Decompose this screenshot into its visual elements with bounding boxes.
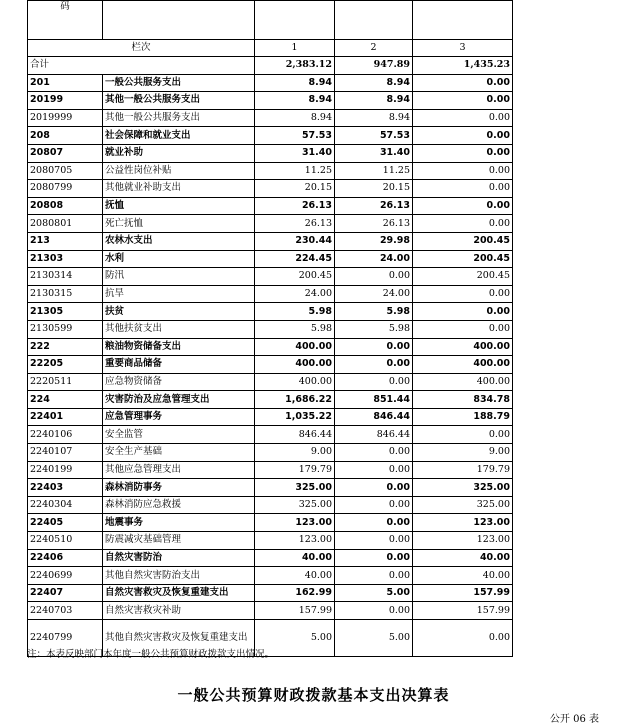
row-name: 死亡抚恤 [103, 215, 255, 233]
row-col3: 188.79 [413, 408, 513, 426]
table-row [28, 567, 513, 585]
table-row [28, 180, 513, 198]
table-row [28, 426, 513, 444]
row-col3: 0.00 [413, 109, 513, 127]
row-name: 其他扶贫支出 [103, 320, 255, 338]
row-code: 208 [28, 127, 103, 145]
table-row [28, 320, 513, 338]
row-col3: 0.00 [413, 303, 513, 321]
row-col2: 5.98 [335, 303, 413, 321]
row-col3: 834.78 [413, 391, 513, 409]
table-row [28, 303, 513, 321]
row-code: 2220511 [28, 373, 103, 391]
row-col1: 400.00 [255, 338, 335, 356]
table-row [28, 532, 513, 550]
row-col2: 846.44 [335, 426, 413, 444]
row-name: 应急物资储备 [103, 373, 255, 391]
row-code: 22403 [28, 479, 103, 497]
total-row [28, 57, 513, 75]
row-col3: 0.00 [413, 144, 513, 162]
table-row [28, 461, 513, 479]
row-name: 扶贫 [103, 303, 255, 321]
row-col2: 8.94 [335, 92, 413, 110]
row-col3: 0.00 [413, 127, 513, 145]
row-col1: 8.94 [255, 109, 335, 127]
row-col1: 11.25 [255, 162, 335, 180]
row-code: 2130315 [28, 285, 103, 303]
row-col1: 57.53 [255, 127, 335, 145]
row-name: 其他自然灾害防治支出 [103, 567, 255, 585]
row-col1: 846.44 [255, 426, 335, 444]
row-name: 农林水支出 [103, 232, 255, 250]
row-col3: 200.45 [413, 232, 513, 250]
row-code: 2080705 [28, 162, 103, 180]
table-row [28, 408, 513, 426]
row-name: 水利 [103, 250, 255, 268]
row-name: 自然灾害救灾补助 [103, 602, 255, 620]
page-label: 公开 06 表 [549, 714, 599, 725]
row-code: 2130314 [28, 268, 103, 286]
row-name: 其他自然灾害救灾及恢复重建支出 [103, 620, 255, 657]
row-col3: 0.00 [413, 320, 513, 338]
next-table-title: 一般公共预算财政拨款基本支出决算表 [177, 686, 450, 704]
header-col3: 3 [413, 40, 513, 57]
row-col2: 851.44 [335, 391, 413, 409]
row-col2: 8.94 [335, 74, 413, 92]
table-row [28, 74, 513, 92]
row-code: 2240199 [28, 461, 103, 479]
row-col1: 40.00 [255, 549, 335, 567]
row-code: 2240106 [28, 426, 103, 444]
row-col2: 0.00 [335, 602, 413, 620]
row-col3: 0.00 [413, 162, 513, 180]
row-name: 重要商品储备 [103, 356, 255, 374]
row-col1: 9.00 [255, 444, 335, 462]
row-code: 2240703 [28, 602, 103, 620]
total-col2: 947.89 [335, 57, 413, 75]
row-col3: 40.00 [413, 567, 513, 585]
row-col3: 0.00 [413, 426, 513, 444]
row-code: 22405 [28, 514, 103, 532]
row-code: 2080799 [28, 180, 103, 198]
row-col2: 20.15 [335, 180, 413, 198]
row-col1: 31.40 [255, 144, 335, 162]
row-name: 防汛 [103, 268, 255, 286]
total-col3: 1,435.23 [413, 57, 513, 75]
row-name: 自然灾害救灾及恢复重建支出 [103, 584, 255, 602]
row-col2: 0.00 [335, 461, 413, 479]
row-name: 森林消防应急救援 [103, 496, 255, 514]
row-col3: 0.00 [413, 215, 513, 233]
row-col2: 26.13 [335, 215, 413, 233]
row-name: 灾害防治及应急管理支出 [103, 391, 255, 409]
header-col2: 2 [335, 40, 413, 57]
table-row [28, 338, 513, 356]
row-col1: 8.94 [255, 74, 335, 92]
row-code: 21305 [28, 303, 103, 321]
row-code: 22407 [28, 584, 103, 602]
row-name: 抚恤 [103, 197, 255, 215]
row-name: 一般公共服务支出 [103, 74, 255, 92]
row-col3: 123.00 [413, 532, 513, 550]
row-code: 20199 [28, 92, 103, 110]
row-col2: 5.00 [335, 620, 413, 657]
row-col1: 179.79 [255, 461, 335, 479]
row-col3: 200.45 [413, 268, 513, 286]
row-col1: 157.99 [255, 602, 335, 620]
row-col1: 230.44 [255, 232, 335, 250]
table-row [28, 479, 513, 497]
row-col1: 5.98 [255, 320, 335, 338]
row-name: 自然灾害防治 [103, 549, 255, 567]
total-col1: 2,383.12 [255, 57, 335, 75]
row-col2: 24.00 [335, 250, 413, 268]
row-code: 2080801 [28, 215, 103, 233]
row-name: 其他一般公共服务支出 [103, 92, 255, 110]
row-col1: 8.94 [255, 92, 335, 110]
row-col2: 0.00 [335, 444, 413, 462]
table-row [28, 268, 513, 286]
table-row [28, 373, 513, 391]
table-note: 注：本表反映部门本年度一般公共预算财政拨款支出情况。 [27, 649, 275, 660]
row-code: 20808 [28, 197, 103, 215]
row-col1: 200.45 [255, 268, 335, 286]
row-col3: 9.00 [413, 444, 513, 462]
row-col2: 0.00 [335, 532, 413, 550]
row-name: 抗旱 [103, 285, 255, 303]
row-code: 2019999 [28, 109, 103, 127]
row-col2: 24.00 [335, 285, 413, 303]
table-row [28, 92, 513, 110]
row-col3: 400.00 [413, 373, 513, 391]
row-name: 其他一般公共服务支出 [103, 109, 255, 127]
table-row [28, 444, 513, 462]
row-col3: 400.00 [413, 356, 513, 374]
row-name: 公益性岗位补贴 [103, 162, 255, 180]
total-label: 合计 [28, 57, 255, 75]
table-row [28, 514, 513, 532]
header-row-code [28, 1, 513, 40]
table-row [28, 215, 513, 233]
row-name: 防震减灾基础管理 [103, 532, 255, 550]
header-code-fragment: 码 [28, 1, 103, 40]
row-code: 201 [28, 74, 103, 92]
row-code: 222 [28, 338, 103, 356]
row-col3: 40.00 [413, 549, 513, 567]
row-col1: 224.45 [255, 250, 335, 268]
row-col3: 325.00 [413, 479, 513, 497]
header-row-column-index [28, 40, 513, 57]
row-code: 22401 [28, 408, 103, 426]
row-code: 22406 [28, 549, 103, 567]
row-col3: 0.00 [413, 92, 513, 110]
table-row [28, 127, 513, 145]
row-name: 安全监管 [103, 426, 255, 444]
row-col2: 0.00 [335, 514, 413, 532]
row-col2: 846.44 [335, 408, 413, 426]
row-col3: 400.00 [413, 338, 513, 356]
row-col1: 26.13 [255, 197, 335, 215]
row-name: 粮油物资储备支出 [103, 338, 255, 356]
row-code: 22205 [28, 356, 103, 374]
row-code: 2240699 [28, 567, 103, 585]
table-row [28, 162, 513, 180]
row-col1: 1,686.22 [255, 391, 335, 409]
table-row [28, 285, 513, 303]
row-col1: 40.00 [255, 567, 335, 585]
row-name: 森林消防事务 [103, 479, 255, 497]
table-row [28, 197, 513, 215]
row-col1: 123.00 [255, 532, 335, 550]
row-col1: 20.15 [255, 180, 335, 198]
table-row [28, 109, 513, 127]
row-col3: 200.45 [413, 250, 513, 268]
row-col3: 157.99 [413, 584, 513, 602]
table-row [28, 584, 513, 602]
expenditure-table [27, 0, 513, 657]
row-col3: 325.00 [413, 496, 513, 514]
row-col3: 0.00 [413, 74, 513, 92]
row-col2: 0.00 [335, 496, 413, 514]
row-col2: 5.00 [335, 584, 413, 602]
row-col2: 0.00 [335, 338, 413, 356]
row-col2: 11.25 [335, 162, 413, 180]
table-row [28, 250, 513, 268]
row-col3: 0.00 [413, 180, 513, 198]
table-row [28, 391, 513, 409]
row-code: 2240107 [28, 444, 103, 462]
row-name: 其他就业补助支出 [103, 180, 255, 198]
row-col2: 0.00 [335, 567, 413, 585]
header-column-label: 栏次 [28, 40, 255, 57]
row-col2: 0.00 [335, 356, 413, 374]
row-code: 224 [28, 391, 103, 409]
row-code: 21303 [28, 250, 103, 268]
row-code: 2240304 [28, 496, 103, 514]
row-code: 213 [28, 232, 103, 250]
table-row [28, 356, 513, 374]
row-col2: 0.00 [335, 268, 413, 286]
row-col3: 0.00 [413, 285, 513, 303]
row-name: 就业补助 [103, 144, 255, 162]
row-col2: 0.00 [335, 549, 413, 567]
row-col1: 1,035.22 [255, 408, 335, 426]
row-col3: 123.00 [413, 514, 513, 532]
row-col1: 400.00 [255, 356, 335, 374]
table-row [28, 496, 513, 514]
row-code: 2130599 [28, 320, 103, 338]
row-col2: 5.98 [335, 320, 413, 338]
table-row [28, 549, 513, 567]
row-col2: 31.40 [335, 144, 413, 162]
row-col2: 8.94 [335, 109, 413, 127]
row-col3: 0.00 [413, 197, 513, 215]
row-code: 20807 [28, 144, 103, 162]
row-col2: 57.53 [335, 127, 413, 145]
table-row [28, 602, 513, 620]
row-col2: 26.13 [335, 197, 413, 215]
row-code: 2240510 [28, 532, 103, 550]
header-col1: 1 [255, 40, 335, 57]
row-col1: 24.00 [255, 285, 335, 303]
row-col3: 179.79 [413, 461, 513, 479]
row-code: 2240799 [28, 620, 103, 657]
row-col1: 400.00 [255, 373, 335, 391]
row-col1: 26.13 [255, 215, 335, 233]
row-col1: 5.98 [255, 303, 335, 321]
row-col3: 0.00 [413, 620, 513, 657]
row-col1: 162.99 [255, 584, 335, 602]
row-name: 地震事务 [103, 514, 255, 532]
row-col3: 157.99 [413, 602, 513, 620]
row-name: 其他应急管理支出 [103, 461, 255, 479]
row-col1: 123.00 [255, 514, 335, 532]
table-row [28, 144, 513, 162]
row-name: 安全生产基础 [103, 444, 255, 462]
row-col2: 0.00 [335, 479, 413, 497]
row-col1: 325.00 [255, 479, 335, 497]
row-col2: 0.00 [335, 373, 413, 391]
row-col1: 325.00 [255, 496, 335, 514]
row-col1: 5.00 [255, 620, 335, 657]
row-name: 社会保障和就业支出 [103, 127, 255, 145]
row-name: 应急管理事务 [103, 408, 255, 426]
row-col2: 29.98 [335, 232, 413, 250]
table-row [28, 232, 513, 250]
